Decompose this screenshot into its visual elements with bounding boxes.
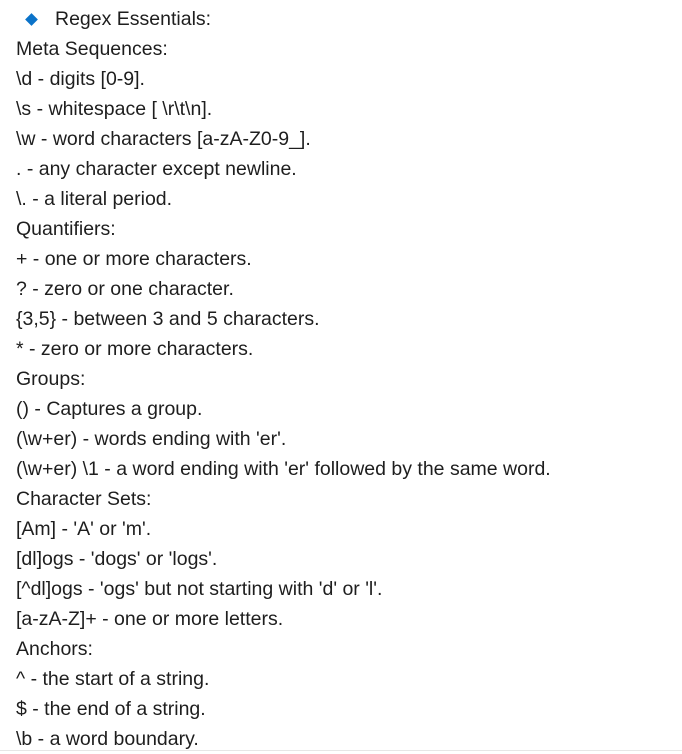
section-heading-anchors: Anchors: [16, 638, 93, 660]
diamond-bullet-icon [25, 13, 38, 26]
text-line: [dl]ogs - 'dogs' or 'logs'. [16, 548, 218, 570]
text-line: [^dl]ogs - 'ogs' but not starting with 'd' or 'l'. [16, 578, 383, 600]
text-line: * - zero or more characters. [16, 338, 254, 360]
text-line: ? - zero or one character. [16, 278, 234, 300]
section-heading-quantifiers: Quantifiers: [16, 218, 116, 240]
text-line: \w - word characters [a-zA-Z0-9_]. [16, 128, 311, 150]
section-heading-character-sets: Character Sets: [16, 488, 152, 510]
section-heading-groups: Groups: [16, 368, 86, 390]
text-line: (\w+er) \1 - a word ending with 'er' followed by the same word. [16, 458, 551, 480]
text-line: \d - digits [0-9]. [16, 68, 145, 90]
text-line: () - Captures a group. [16, 398, 203, 420]
text-line: $ - the end of a string. [16, 698, 206, 720]
document-title-row [16, 4, 682, 34]
text-line: [a-zA-Z]+ - one or more letters. [16, 608, 284, 630]
regex-notes-document [16, 4, 682, 754]
text-line: . - any character except newline. [16, 158, 297, 180]
section-heading-meta-sequences: Meta Sequences: [16, 38, 168, 60]
text-line: \s - whitespace [ \r\t\n]. [16, 98, 213, 120]
text-line: (\w+er) - words ending with 'er'. [16, 428, 287, 450]
text-line: \b - a word boundary. [16, 728, 199, 750]
document-title: Regex Essentials: [55, 8, 212, 30]
text-line: + - one or more characters. [16, 248, 252, 270]
text-line: \. - a literal period. [16, 188, 173, 210]
text-line: {3,5} - between 3 and 5 characters. [16, 308, 320, 330]
text-line: ^ - the start of a string. [16, 668, 210, 690]
text-line: [Am] - 'A' or 'm'. [16, 518, 152, 540]
